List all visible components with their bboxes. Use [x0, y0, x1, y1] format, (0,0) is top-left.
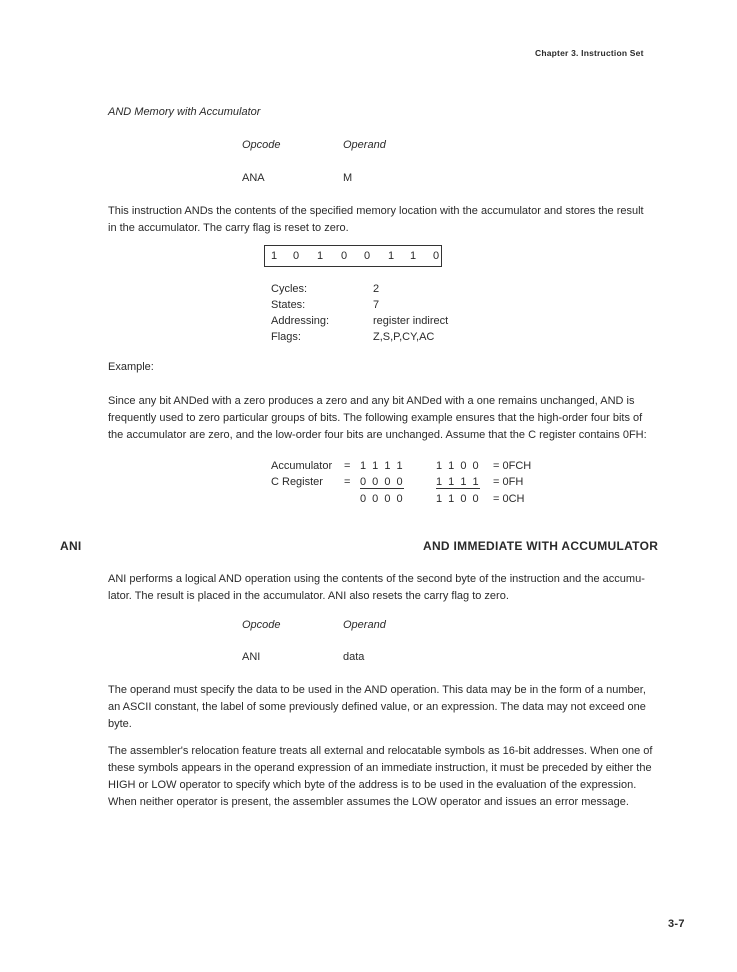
ani-opcode: ANI	[242, 651, 261, 663]
ani-p3-line-1: The assembler's relocation feature treats all external and relocatable symbols as 16-bit addresses. When one of	[108, 745, 653, 757]
calc-row1-eq: =	[344, 460, 351, 472]
ana-bit-7: 1	[271, 250, 278, 262]
ani-p3-line-4: When neither operator is present, the assembler assumes the LOW operator and issues an error message.	[108, 796, 629, 808]
addressing-value: register indirect	[373, 315, 449, 327]
ani-p2-line-2: an ASCII constant, the label of some previously defined value, or an expression. The data may not exceed one	[108, 701, 646, 713]
calc-row2-low: 1 1 1 1	[436, 476, 481, 488]
calc-row2-label: C Register	[271, 476, 323, 488]
states-label: States:	[271, 299, 306, 311]
ani-operand: data	[343, 651, 365, 663]
calc-row1-low: 1 1 0 0	[436, 460, 481, 472]
calc-row1-result: = 0FCH	[493, 460, 532, 472]
ani-p3-line-3: HIGH or LOW operator to specify which byte of the address is to be used in the evaluation of the expression.	[108, 779, 637, 791]
ani-mnemonic: ANI	[60, 539, 82, 553]
calc-row2-eq: =	[344, 476, 351, 488]
calc-row1-high: 1 1 1 1	[360, 460, 405, 472]
example-line-2: frequently used to zero particular groups of bits. The following example ensures that the high-order four bits of	[108, 412, 643, 424]
addressing-label: Addressing:	[271, 315, 330, 327]
calc-row3-result: = 0CH	[493, 493, 525, 505]
example-label: Example:	[108, 361, 154, 373]
calc-row1-label: Accumulator	[271, 460, 333, 472]
flags-value: Z,S,P,CY,AC	[373, 331, 435, 343]
page-number: 3-7	[668, 918, 685, 930]
cycles-value: 2	[373, 283, 380, 295]
calc-row2-high: 0 0 0 0	[360, 476, 405, 488]
ana-operand: M	[343, 172, 353, 184]
ana-bit-5: 1	[317, 250, 324, 262]
ana-description-line-2: in the accumulator. The carry flag is reset to zero.	[108, 222, 349, 234]
ana-subtitle: AND Memory with Accumulator	[108, 106, 261, 118]
chapter-header: Chapter 3. Instruction Set	[535, 48, 644, 58]
ana-opcode: ANA	[242, 172, 265, 184]
calc-row3-high: 0 0 0 0	[360, 493, 405, 505]
ani-opcode-label: Opcode	[242, 619, 281, 631]
flags-label: Flags:	[271, 331, 301, 343]
ana-bit-0: 0	[433, 250, 440, 262]
calc-row3-low: 1 1 0 0	[436, 493, 481, 505]
example-line-3: the accumulator are zero, and the low-order four bits are unchanged. Assume that the C register contains 0FH:	[108, 429, 647, 441]
ani-title: AND IMMEDIATE WITH ACCUMULATOR	[423, 539, 659, 553]
ana-bit-2: 1	[388, 250, 395, 262]
ani-p2-line-1: The operand must specify the data to be used in the AND operation. This data may be in the form of a number,	[108, 684, 646, 696]
cycles-label: Cycles:	[271, 283, 308, 295]
ani-intro-line-1: ANI performs a logical AND operation using the contents of the second byte of the instruction and the accumu-	[108, 573, 645, 585]
ana-bit-4: 0	[341, 250, 348, 262]
ana-opcode-label: Opcode	[242, 139, 281, 151]
ani-p3-line-2: these symbols appears in the operand expression of an immediate instruction, it must be preceded by either the	[108, 762, 652, 774]
ana-bit-1: 1	[410, 250, 417, 262]
ani-intro-line-2: lator. The result is placed in the accumulator. ANI also resets the carry flag to zero.	[108, 590, 509, 602]
ana-description-line-1: This instruction ANDs the contents of the specified memory location with the accumulator and stores the result	[108, 205, 644, 217]
states-value: 7	[373, 299, 380, 311]
ani-p2-line-3: byte.	[108, 718, 132, 730]
ani-operand-label: Operand	[343, 619, 386, 631]
ana-bit-6: 0	[293, 250, 300, 262]
example-line-1: Since any bit ANDed with a zero produces a zero and any bit ANDed with a one remains unchanged, AND is	[108, 395, 635, 407]
calc-row2-result: = 0FH	[493, 476, 524, 488]
ana-bit-3: 0	[364, 250, 371, 262]
ana-operand-label: Operand	[343, 139, 386, 151]
